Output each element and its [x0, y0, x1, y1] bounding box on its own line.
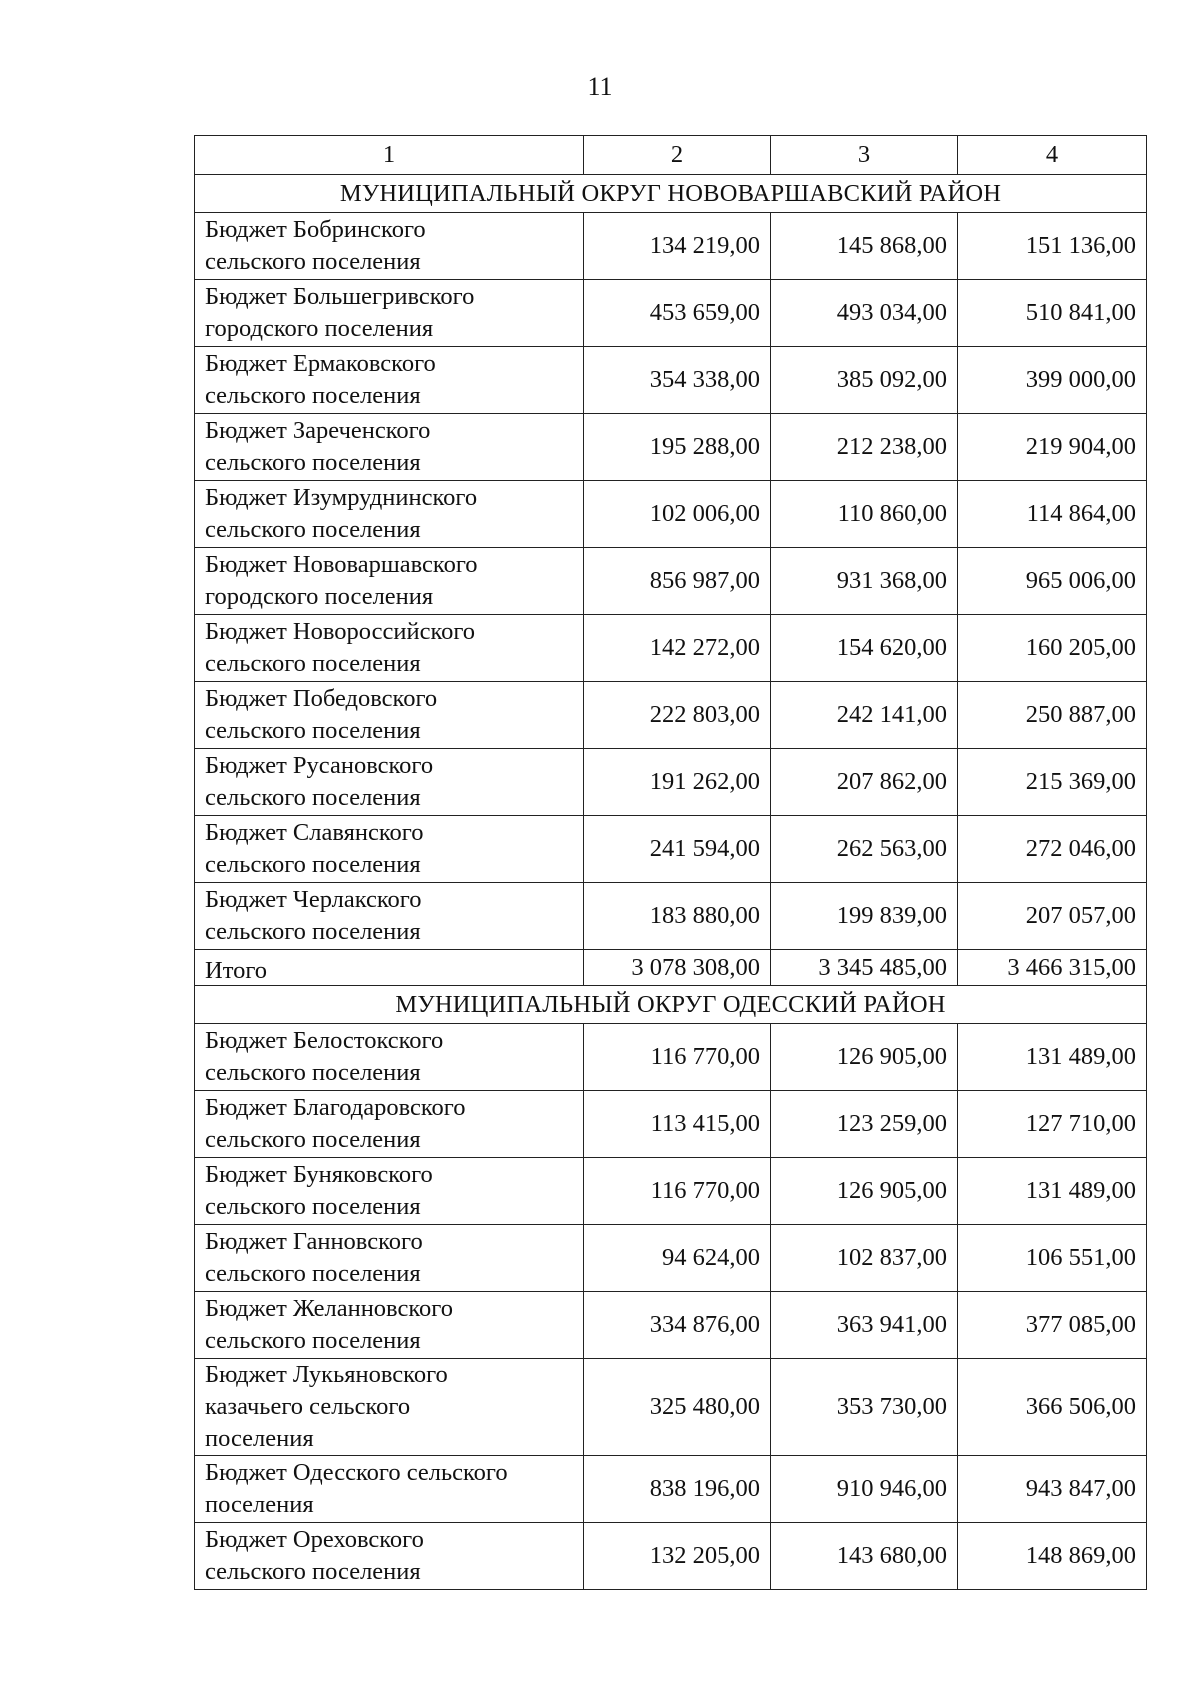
amount-cell: 131 489,00 [958, 1158, 1147, 1225]
amount-cell: 199 839,00 [771, 883, 958, 950]
table-row [195, 1292, 1147, 1359]
budget-name-line: Бюджет Нововаршавского [205, 551, 478, 578]
amount-cell: 354 338,00 [584, 347, 771, 414]
budget-name-cell [195, 1158, 584, 1225]
budget-name-line: сельского поселения [205, 851, 421, 878]
budget-name-line: сельского поселения [205, 1327, 421, 1354]
column-number-row [195, 136, 1147, 175]
amount-cell: 114 864,00 [958, 481, 1147, 548]
column-header: 3 [771, 136, 958, 175]
budget-name-line: сельского поселения [205, 1260, 421, 1287]
budget-name-cell [195, 1024, 584, 1091]
budget-name-line: сельского поселения [205, 1193, 421, 1220]
budget-name-line: городского поселения [205, 583, 434, 610]
amount-cell: 493 034,00 [771, 280, 958, 347]
total-label: Итого [195, 950, 584, 986]
amount-cell: 453 659,00 [584, 280, 771, 347]
budget-name-line: Бюджет Лукьяновского [205, 1361, 448, 1388]
budget-name-line: Бюджет Русановского [205, 752, 434, 779]
table-row [195, 1158, 1147, 1225]
budget-name-cell [195, 883, 584, 950]
amount-cell: 262 563,00 [771, 816, 958, 883]
table-row [195, 1359, 1147, 1456]
budget-name-cell [195, 1225, 584, 1292]
amount-cell: 334 876,00 [584, 1292, 771, 1359]
table-row [195, 548, 1147, 615]
budget-name-cell [195, 1292, 584, 1359]
table-row [195, 414, 1147, 481]
budget-name-line: Бюджет Ганновского [205, 1228, 423, 1255]
amount-cell: 126 905,00 [771, 1024, 958, 1091]
amount-cell: 195 288,00 [584, 414, 771, 481]
budget-name-line: сельского поселения [205, 1126, 421, 1153]
column-header: 2 [584, 136, 771, 175]
budget-name-line: Бюджет Славянского [205, 819, 424, 846]
amount-cell: 123 259,00 [771, 1091, 958, 1158]
budget-name-line: Бюджет Одесского сельского [205, 1459, 508, 1486]
table-row [195, 1225, 1147, 1292]
amount-cell: 943 847,00 [958, 1456, 1147, 1523]
amount-cell: 366 506,00 [958, 1359, 1147, 1456]
budget-name-line: сельского поселения [205, 650, 421, 677]
table-row [195, 682, 1147, 749]
budget-name-cell [195, 1359, 584, 1456]
section-heading-row [195, 986, 1147, 1024]
budget-name-line: казачьего сельского [205, 1393, 411, 1420]
table-row [195, 481, 1147, 548]
amount-cell: 191 262,00 [584, 749, 771, 816]
table-row [195, 1091, 1147, 1158]
budget-name-line: сельского поселения [205, 449, 421, 476]
table-row [195, 280, 1147, 347]
budget-name-line: Бюджет Благодаровского [205, 1094, 466, 1121]
budget-name-line: сельского поселения [205, 248, 421, 275]
amount-cell: 222 803,00 [584, 682, 771, 749]
amount-cell: 116 770,00 [584, 1158, 771, 1225]
amount-cell: 838 196,00 [584, 1456, 771, 1523]
budget-name-line: Бюджет Большегривского [205, 283, 475, 310]
budget-name-line: городского поселения [205, 315, 434, 342]
column-header: 1 [195, 136, 584, 175]
amount-cell: 132 205,00 [584, 1523, 771, 1590]
amount-cell: 143 680,00 [771, 1523, 958, 1590]
amount-cell: 126 905,00 [771, 1158, 958, 1225]
amount-cell: 219 904,00 [958, 414, 1147, 481]
amount-cell: 94 624,00 [584, 1225, 771, 1292]
budget-name-cell [195, 1091, 584, 1158]
budget-name-line: сельского поселения [205, 382, 421, 409]
amount-cell: 102 006,00 [584, 481, 771, 548]
total-row [195, 950, 1147, 986]
budget-name-line: Бюджет Ореховского [205, 1526, 424, 1553]
table-row [195, 1523, 1147, 1590]
budget-name-line: сельского поселения [205, 1059, 421, 1086]
total-amount-cell: 3 345 485,00 [771, 950, 958, 986]
section-title: МУНИЦИПАЛЬНЫЙ ОКРУГ ОДЕССКИЙ РАЙОН [195, 986, 1147, 1024]
amount-cell: 151 136,00 [958, 213, 1147, 280]
amount-cell: 116 770,00 [584, 1024, 771, 1091]
budget-name-line: поселения [205, 1491, 314, 1518]
amount-cell: 145 868,00 [771, 213, 958, 280]
budget-name-line: сельского поселения [205, 516, 421, 543]
budget-name-line: Бюджет Зареченского [205, 417, 431, 444]
budget-name-line: поселения [205, 1425, 314, 1452]
budget-name-cell [195, 1523, 584, 1590]
table-row [195, 749, 1147, 816]
amount-cell: 160 205,00 [958, 615, 1147, 682]
total-amount-cell: 3 078 308,00 [584, 950, 771, 986]
amount-cell: 353 730,00 [771, 1359, 958, 1456]
table-row [195, 213, 1147, 280]
amount-cell: 102 837,00 [771, 1225, 958, 1292]
amount-cell: 272 046,00 [958, 816, 1147, 883]
amount-cell: 377 085,00 [958, 1292, 1147, 1359]
budget-name-line: сельского поселения [205, 918, 421, 945]
amount-cell: 510 841,00 [958, 280, 1147, 347]
amount-cell: 110 860,00 [771, 481, 958, 548]
amount-cell: 363 941,00 [771, 1292, 958, 1359]
table-row [195, 615, 1147, 682]
amount-cell: 325 480,00 [584, 1359, 771, 1456]
amount-cell: 385 092,00 [771, 347, 958, 414]
amount-cell: 207 057,00 [958, 883, 1147, 950]
amount-cell: 215 369,00 [958, 749, 1147, 816]
amount-cell: 242 141,00 [771, 682, 958, 749]
budget-name-line: Бюджет Желанновского [205, 1295, 453, 1322]
amount-cell: 931 368,00 [771, 548, 958, 615]
budget-table-body [195, 136, 1147, 1590]
budget-name-cell [195, 749, 584, 816]
table-row [195, 816, 1147, 883]
amount-cell: 142 272,00 [584, 615, 771, 682]
amount-cell: 113 415,00 [584, 1091, 771, 1158]
amount-cell: 134 219,00 [584, 213, 771, 280]
budget-name-cell [195, 615, 584, 682]
budget-name-line: Бюджет Бобринского [205, 216, 426, 243]
column-header: 4 [958, 136, 1147, 175]
budget-name-cell [195, 682, 584, 749]
budget-name-line: Бюджет Буняковского [205, 1161, 433, 1188]
amount-cell: 207 862,00 [771, 749, 958, 816]
budget-name-line: сельского поселения [205, 1558, 421, 1585]
budget-name-cell [195, 816, 584, 883]
budget-name-line: Бюджет Изумруднинского [205, 484, 478, 511]
amount-cell: 856 987,00 [584, 548, 771, 615]
table-row [195, 1456, 1147, 1523]
page-number: 11 [587, 72, 613, 101]
budget-name-line: Бюджет Белостокского [205, 1027, 444, 1054]
amount-cell: 154 620,00 [771, 615, 958, 682]
amount-cell: 965 006,00 [958, 548, 1147, 615]
budget-name-line: Бюджет Победовского [205, 685, 438, 712]
amount-cell: 183 880,00 [584, 883, 771, 950]
table-row [195, 1024, 1147, 1091]
amount-cell: 127 710,00 [958, 1091, 1147, 1158]
table-row [195, 347, 1147, 414]
budget-name-cell [195, 347, 584, 414]
budget-name-cell [195, 280, 584, 347]
section-heading-row [195, 175, 1147, 213]
amount-cell: 399 000,00 [958, 347, 1147, 414]
budget-table [194, 135, 1147, 1590]
budget-name-cell [195, 548, 584, 615]
section-title: МУНИЦИПАЛЬНЫЙ ОКРУГ НОВОВАРШАВСКИЙ РАЙОН [195, 175, 1147, 213]
amount-cell: 241 594,00 [584, 816, 771, 883]
budget-name-line: Бюджет Новороссийского [205, 618, 476, 645]
budget-name-line: Бюджет Черлакского [205, 886, 422, 913]
budget-name-cell [195, 414, 584, 481]
budget-name-line: Бюджет Ермаковского [205, 350, 436, 377]
amount-cell: 910 946,00 [771, 1456, 958, 1523]
budget-name-line: сельского поселения [205, 784, 421, 811]
amount-cell: 250 887,00 [958, 682, 1147, 749]
amount-cell: 131 489,00 [958, 1024, 1147, 1091]
amount-cell: 212 238,00 [771, 414, 958, 481]
total-amount-cell: 3 466 315,00 [958, 950, 1147, 986]
budget-name-cell [195, 481, 584, 548]
amount-cell: 106 551,00 [958, 1225, 1147, 1292]
amount-cell: 148 869,00 [958, 1523, 1147, 1590]
budget-name-line: сельского поселения [205, 717, 421, 744]
budget-name-cell [195, 213, 584, 280]
budget-name-cell [195, 1456, 584, 1523]
table-row [195, 883, 1147, 950]
